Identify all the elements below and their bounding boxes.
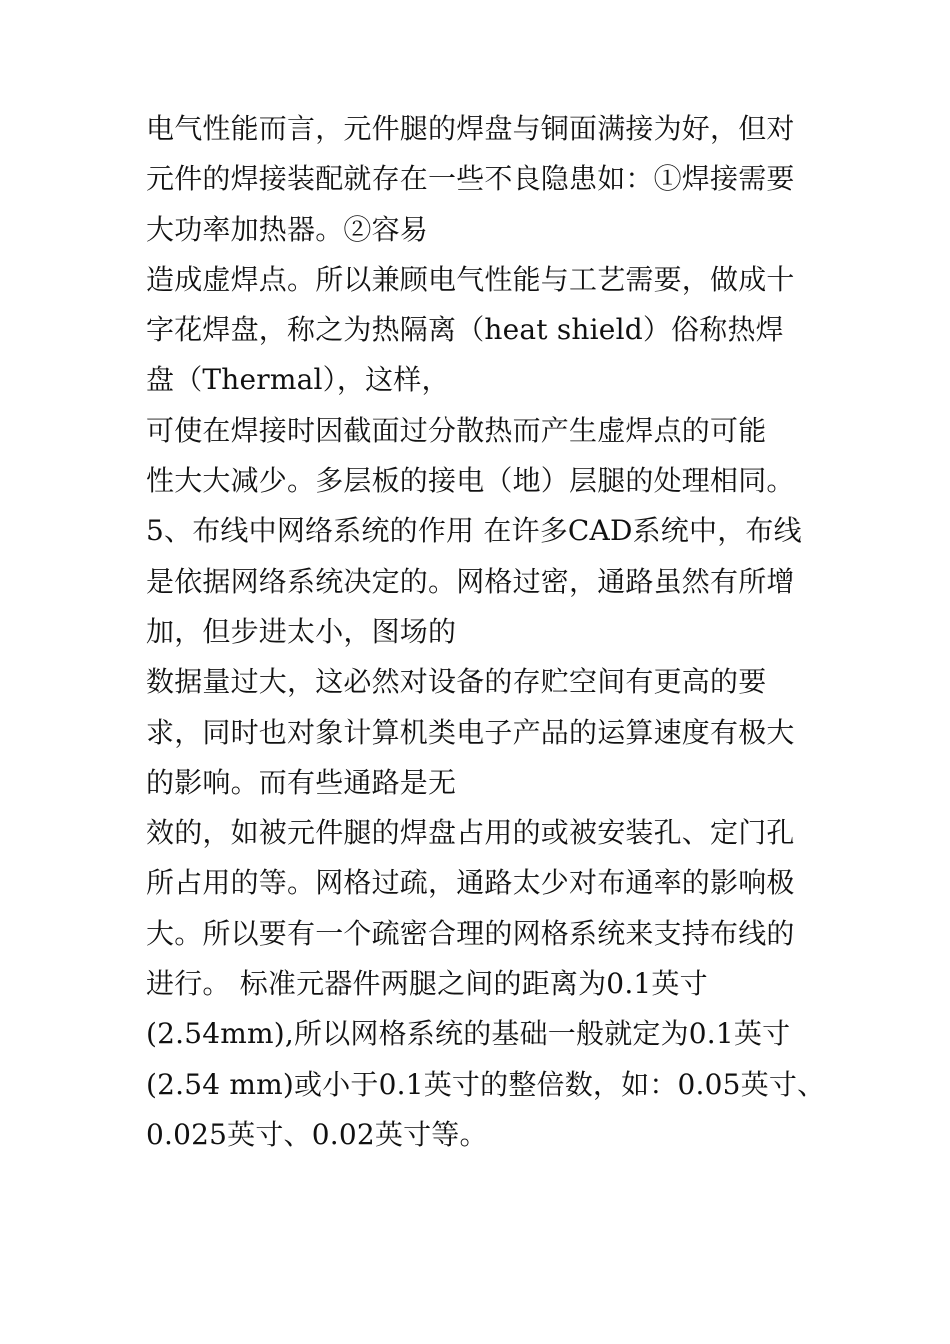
body-text xyxy=(146,104,826,1160)
text-line: 是依据网络系统决定的。网格过密，通路虽然有所增 xyxy=(146,564,795,598)
text-line: 效的，如被元件腿的焊盘占用的或被安装孔、定门孔 xyxy=(146,816,795,850)
text-line: 加，但步进太小，图场的 xyxy=(146,614,457,648)
text-line: 性大大减少。多层板的接电（地）层腿的处理相同。 xyxy=(146,464,795,498)
text-line: 5、布线中网络系统的作用 在许多CAD系统中，布线 xyxy=(146,514,802,548)
text-line: 可使在焊接时因截面过分散热而产生虚焊点的可能 xyxy=(146,413,767,447)
text-line: 大功率加热器。②容易 xyxy=(146,212,429,246)
text-line: 所占用的等。网格过疏，通路太少对布通率的影响极 xyxy=(146,866,795,900)
text-line: 字花焊盘，称之为热隔离（heat shield）俗称热焊 xyxy=(146,313,784,347)
text-line: (2.54 mm)或小于0.1英寸的整倍数，如：0.05英寸、 xyxy=(146,1067,826,1101)
text-line: 0.025英寸、0.02英寸等。 xyxy=(146,1117,488,1151)
text-line: 元件的焊接装配就存在一些不良隐患如：①焊接需要 xyxy=(146,162,795,196)
text-line: (2.54mm),所以网格系统的基础一般就定为0.1英寸 xyxy=(146,1017,791,1051)
text-line: 求，同时也对象计算机类电子产品的运算速度有极大 xyxy=(146,715,795,749)
text-line: 电气性能而言，元件腿的焊盘与铜面满接为好，但对 xyxy=(146,112,795,145)
text-line: 数据量过大，这必然对设备的存贮空间有更高的要 xyxy=(146,665,767,699)
text-line: 盘（Thermal），这样， xyxy=(146,363,450,397)
text-line: 大。所以要有一个疏密合理的网格系统来支持布线的 xyxy=(146,916,795,950)
text-line: 的影响。而有些通路是无 xyxy=(146,765,457,799)
text-line: 造成虚焊点。所以兼顾电气性能与工艺需要，做成十 xyxy=(146,262,795,296)
text-line: 进行。 标准元器件两腿之间的距离为0.1英寸 xyxy=(146,967,708,1001)
